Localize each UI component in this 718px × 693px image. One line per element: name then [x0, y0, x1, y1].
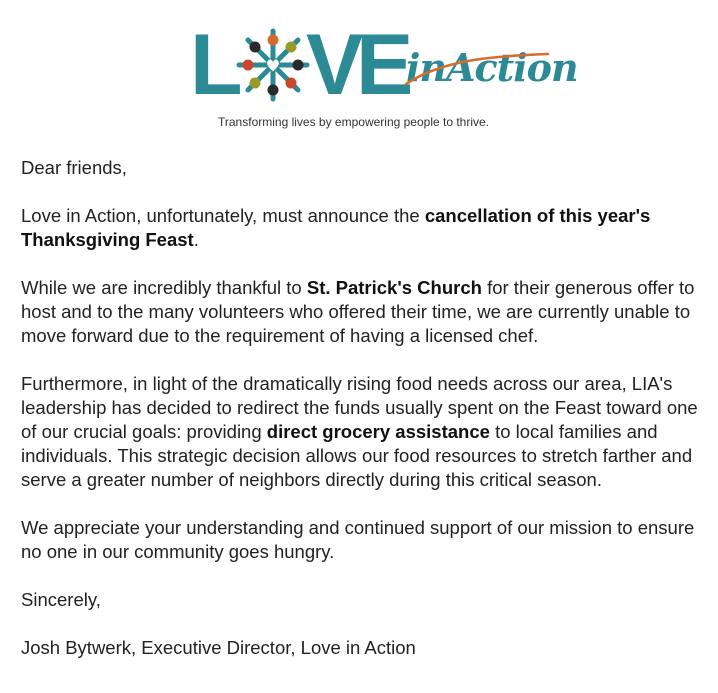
paragraph-redirect-funds [21, 372, 706, 492]
logo-letter-v: V [306, 17, 364, 113]
bold-text: cancellation of this year's Thanksgiving Feast [21, 205, 651, 250]
text-span: Furthermore, in light of the dramatically rising food needs across our area, LIA's leadership has decided to redirect the funds usually spent on the Feast toward one of our crucial goals: providing [21, 373, 698, 442]
text-span: for their generous offer to host and to the many volunteers who offered their time, we are currently unable to move forward due to the requirement of having a licensed chef. [21, 277, 695, 346]
bold-text: St. Patrick's Church [306, 277, 482, 298]
swoosh-icon [402, 50, 550, 90]
letter-body [21, 156, 706, 684]
logo-letter-e: E [356, 17, 414, 113]
greeting: Dear friends, [21, 157, 127, 178]
paragraph-cancellation [21, 204, 706, 252]
love-in-action-logo [188, 17, 578, 132]
signature: Josh Bytwerk, Executive Director, Love in Action [21, 637, 416, 658]
text-span: While we are incredibly thankful to [21, 277, 307, 298]
text-span: . [193, 229, 199, 250]
bold-text: direct grocery assistance [266, 421, 490, 442]
flower-icon [234, 26, 312, 104]
logo-in-action-script: inAction [406, 45, 578, 90]
closing: Sincerely, [21, 589, 101, 610]
paragraph-appreciation: We appreciate your understanding and continued support of our mission to ensure no one in our community goes hungry. [21, 517, 695, 562]
paragraph-thanks [21, 276, 706, 348]
logo-letter-l: L [190, 17, 243, 113]
logo-tagline: Transforming lives by empowering people to thrive. [218, 115, 490, 129]
text-span: to local families and individuals. This strategic decision allows our food resources to stretch farther and serve a greater number of neighbors directly during this critical season. [21, 421, 693, 490]
text-span: Love in Action, unfortunately, must announce the [21, 205, 425, 226]
logo-wordmark [188, 17, 578, 113]
